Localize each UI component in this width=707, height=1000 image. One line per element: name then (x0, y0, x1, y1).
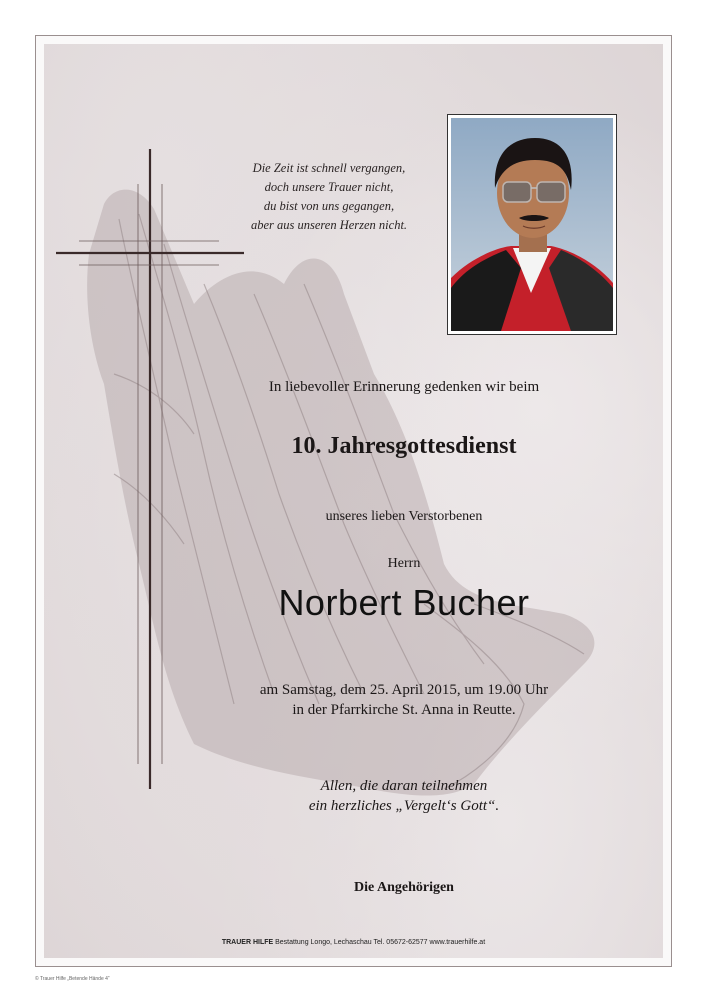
deceased-intro: unseres lieben Verstorbenen (325, 509, 483, 524)
poem-line: aber aus unseren Herzen nicht. (250, 218, 408, 232)
imprint (44, 939, 663, 946)
service-place: in der Pfarrkirche St. Anna in Reutte. (292, 702, 516, 718)
notice-background (44, 44, 663, 958)
imprint-details: Bestattung Longo, Lechaschau Tel. 05672-62577 www.trauerhilfe.at (275, 939, 486, 946)
poem-line: Die Zeit ist schnell vergangen, (252, 161, 406, 175)
poem-line: du bist von uns gegangen, (263, 199, 395, 213)
service-title: 10. Jahresgottesdienst (291, 433, 517, 459)
salutation: Herrn (387, 556, 421, 571)
signed-by: Die Angehörigen (354, 880, 454, 895)
copyright-note: © Trauer Hilfe „Betende Hände 4“ (35, 976, 110, 982)
deceased-name: Norbert Bucher (278, 582, 530, 623)
portrait-photo (447, 114, 617, 335)
invitation-line: Allen, die daran teilnehmen (320, 778, 488, 794)
memorial-poem (229, 159, 429, 235)
poem-line: doch unsere Trauer nicht, (264, 180, 394, 194)
imprint-brand: TRAUER HILFE (221, 939, 274, 946)
invitation-line: ein herzliches „Vergelt‘s Gott“. (308, 798, 500, 814)
memory-line: In liebevoller Erinnerung gedenken wir beim (268, 379, 540, 395)
portrait-image (451, 118, 613, 331)
service-date: am Samstag, dem 25. April 2015, um 19.00 Uhr (259, 682, 549, 698)
notice-frame (35, 35, 672, 967)
